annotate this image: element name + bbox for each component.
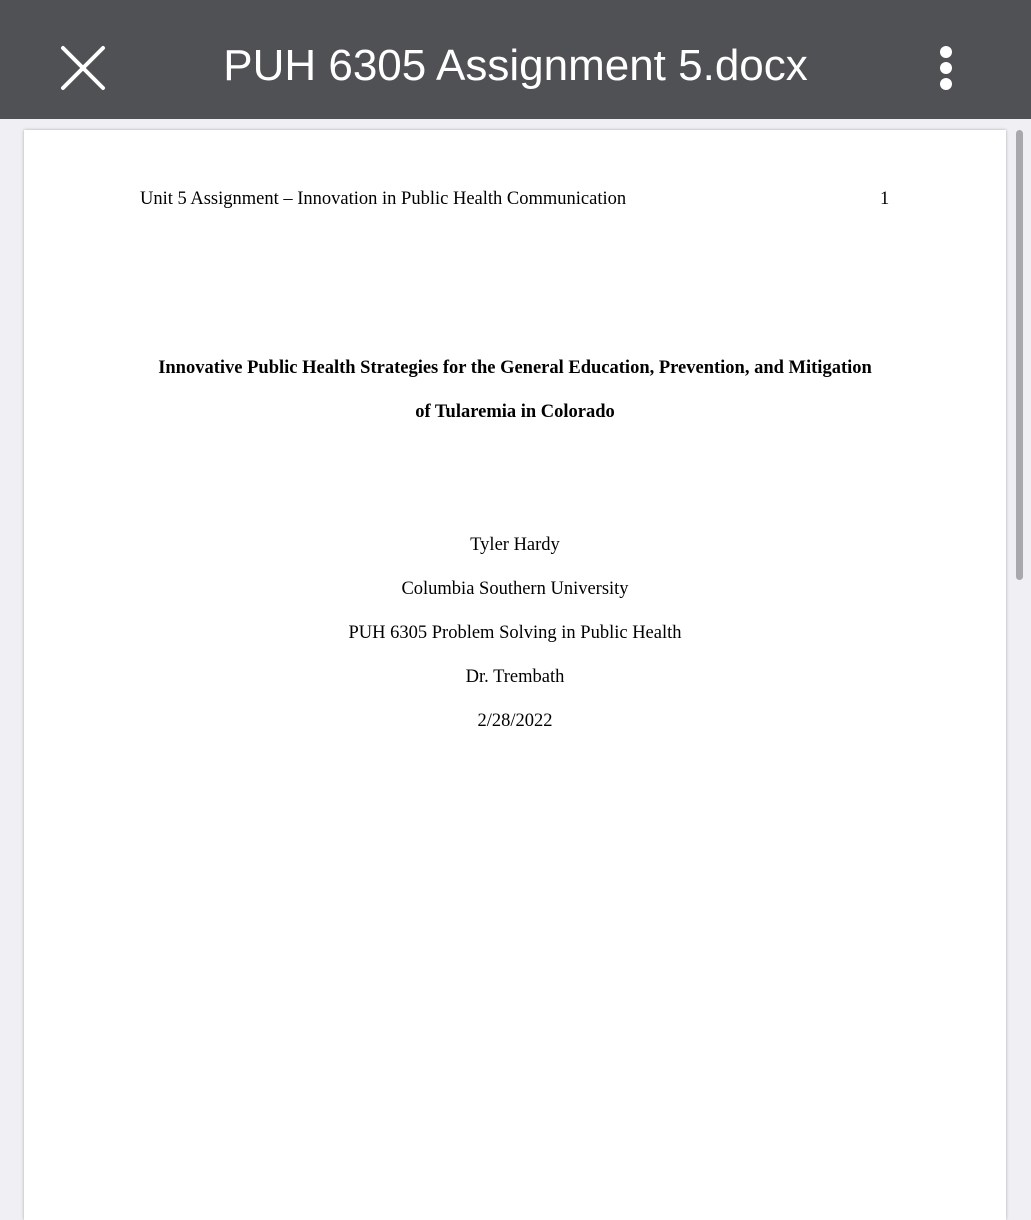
submission-date: 2/28/2022 [477, 711, 553, 731]
course-name: PUH 6305 Problem Solving in Public Health [348, 623, 682, 643]
viewer-top-bar [0, 0, 1031, 119]
document-title-line-2: of Tularemia in Colorado [415, 402, 615, 422]
page-number: 1 [880, 189, 890, 209]
more-options-button[interactable] [926, 40, 966, 96]
document-page [24, 130, 1006, 1220]
institution-name: Columbia Southern University [401, 579, 629, 599]
author-name: Tyler Hardy [470, 535, 560, 555]
vertical-scrollbar[interactable] [1013, 130, 1027, 1200]
running-head: Unit 5 Assignment – Innovation in Public Health Communication [140, 189, 627, 209]
close-button[interactable] [50, 35, 116, 101]
close-x-icon [50, 35, 116, 101]
document-title-line-1: Innovative Public Health Strategies for the General Education, Prevention, and Mitigation [158, 358, 872, 378]
scrollbar-thumb[interactable] [1016, 130, 1023, 580]
document-file-title: PUH 6305 Assignment 5.docx [223, 41, 808, 90]
instructor-name: Dr. Trembath [465, 667, 565, 687]
